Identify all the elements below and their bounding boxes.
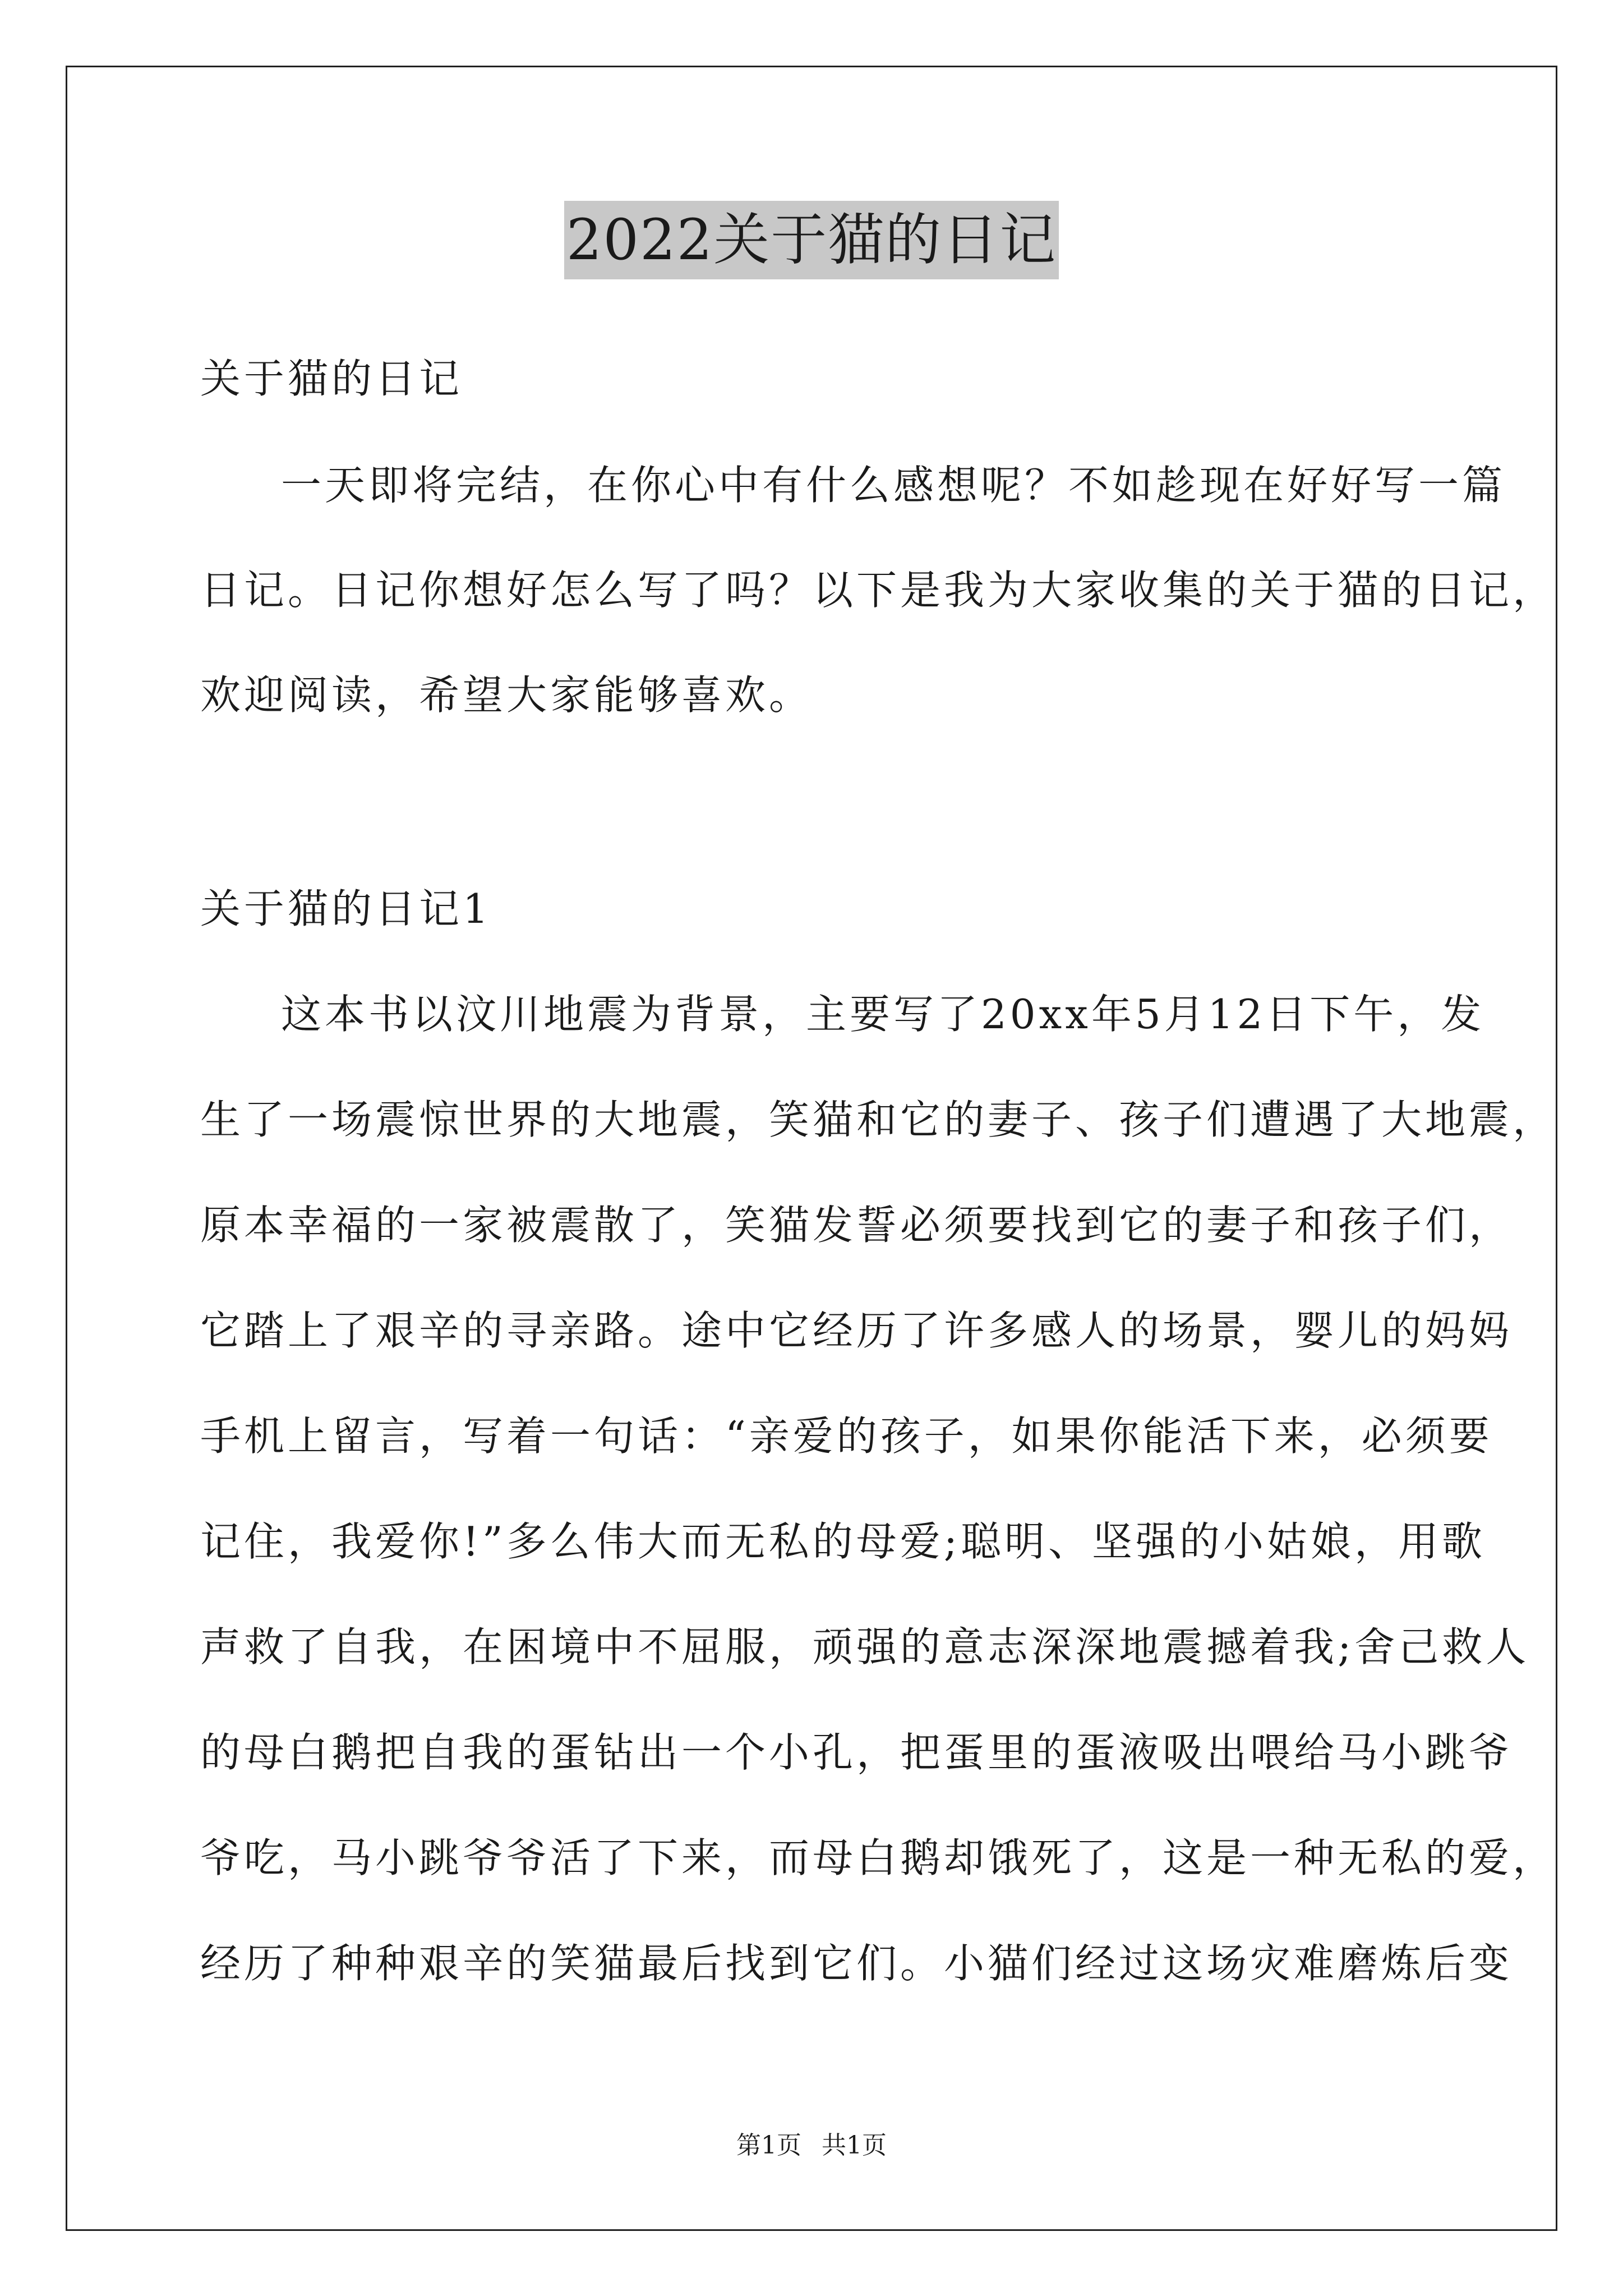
intro-line: 欢迎阅读，希望大家能够喜欢。 — [200, 671, 813, 719]
page-footer — [0, 2129, 1623, 2162]
body-line: 的母白鹅把自我的蛋钻出一个小孔，把蛋里的蛋液吸出喂给马小跳爷 — [200, 1729, 1513, 1776]
intro-line: 一天即将完结，在你心中有什么感想呢？不如趁现在好好写一篇 — [281, 462, 1506, 509]
section-heading: 关于猫的日记1 — [200, 885, 492, 932]
body-line: 这本书以汶川地震为背景，主要写了20xx年5月12日下午，发 — [281, 991, 1485, 1038]
body-line: 爷吃，马小跳爷爷活了下来，而母白鹅却饿死了，这是一种无私的爱， — [200, 1834, 1557, 1881]
body-line: 记住，我爱你!”多么伟大而无私的母爱;聪明、坚强的小姑娘，用歌 — [200, 1518, 1486, 1565]
body-line: 手机上留言，写着一句话：“亲爱的孩子，如果你能活下来，必须要 — [200, 1412, 1493, 1460]
subtitle: 关于猫的日记 — [200, 355, 463, 402]
title-container — [0, 201, 1623, 279]
body-line: 它踏上了艰辛的寻亲路。途中它经历了许多感人的场景，婴儿的妈妈 — [200, 1307, 1513, 1354]
body-line: 原本幸福的一家被震散了，笑猫发誓必须要找到它的妻子和孩子们， — [200, 1202, 1513, 1249]
body-line: 声救了自我，在困境中不屈服，顽强的意志深深地震撼着我;舍己救人 — [200, 1623, 1530, 1671]
page-total: 共1页 — [822, 2131, 887, 2160]
page-number: 第1页 — [736, 2131, 801, 2160]
intro-line: 日记。日记你想好怎么写了吗？以下是我为大家收集的关于猫的日记， — [200, 567, 1557, 614]
document-title: 2022关于猫的日记 — [564, 201, 1059, 279]
body-line: 生了一场震惊世界的大地震，笑猫和它的妻子、孩子们遭遇了大地震， — [200, 1096, 1557, 1143]
body-line: 经历了种种艰辛的笑猫最后找到它们。小猫们经过这场灾难磨炼后变 — [200, 1940, 1513, 1987]
